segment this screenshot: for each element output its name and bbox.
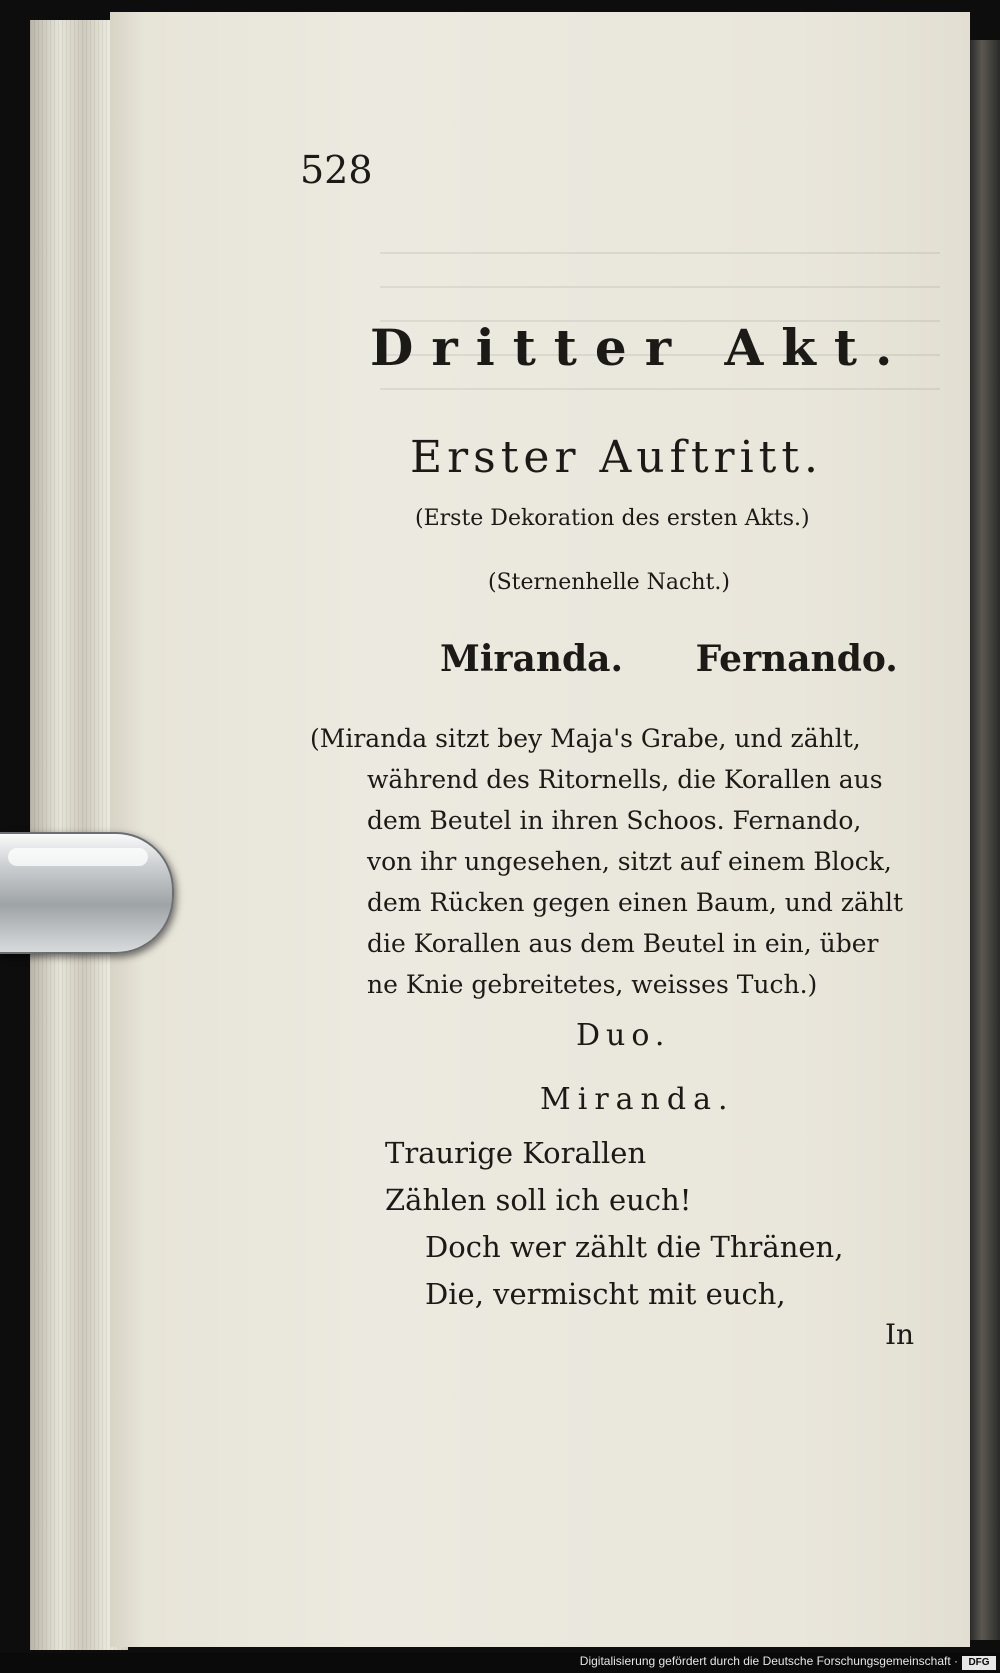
direction-line: ne Knie gebreitetes, weisses Tuch.) (367, 970, 818, 999)
singer-name: Miranda. (540, 1082, 735, 1117)
character-list (440, 638, 898, 680)
direction-line: dem Beutel in ihren Schoos. Fernando, (367, 806, 862, 835)
character-fernando: Fernando. (695, 638, 898, 680)
verse-line: Doch wer zählt die Thränen, (425, 1230, 844, 1264)
direction-line: dem Rücken gegen einen Baum, und zählt (367, 888, 904, 917)
page-clip (0, 832, 174, 954)
character-miranda: Miranda. (440, 638, 624, 680)
scene-direction (310, 718, 915, 1005)
verse-block (385, 1130, 843, 1318)
direction-line: die Korallen aus dem Beutel in ein, über (367, 929, 879, 958)
verse-line: Traurige Korallen (385, 1136, 647, 1170)
stage-direction-night: (Sternenhelle Nacht.) (488, 570, 730, 595)
direction-line: (Miranda sitzt bey Maja's Grabe, und zählt, (310, 724, 861, 753)
scene-title: Erster Auftritt. (410, 432, 824, 483)
dfg-logo: DFG (962, 1656, 996, 1670)
stage-direction-decoration: (Erste Dekoration des ersten Akts.) (415, 506, 810, 531)
piece-type: Duo. (576, 1018, 671, 1053)
direction-line: von ihr ungesehen, sitzt auf einem Block, (367, 847, 892, 876)
catchword: In (885, 1318, 915, 1351)
direction-line: während des Ritornells, die Korallen aus (367, 765, 883, 794)
verse-line: Die, vermischt mit euch, (425, 1277, 786, 1311)
page-number: 528 (300, 148, 373, 192)
binding-shadow (970, 40, 1000, 1640)
verse-line: Zählen soll ich euch! (385, 1183, 692, 1217)
digitization-credit: Digitalisierung gefördert durch die Deutsche Forschungsgemeinschaft · (579, 1654, 958, 1668)
act-title: Dritter Akt. (370, 318, 911, 377)
